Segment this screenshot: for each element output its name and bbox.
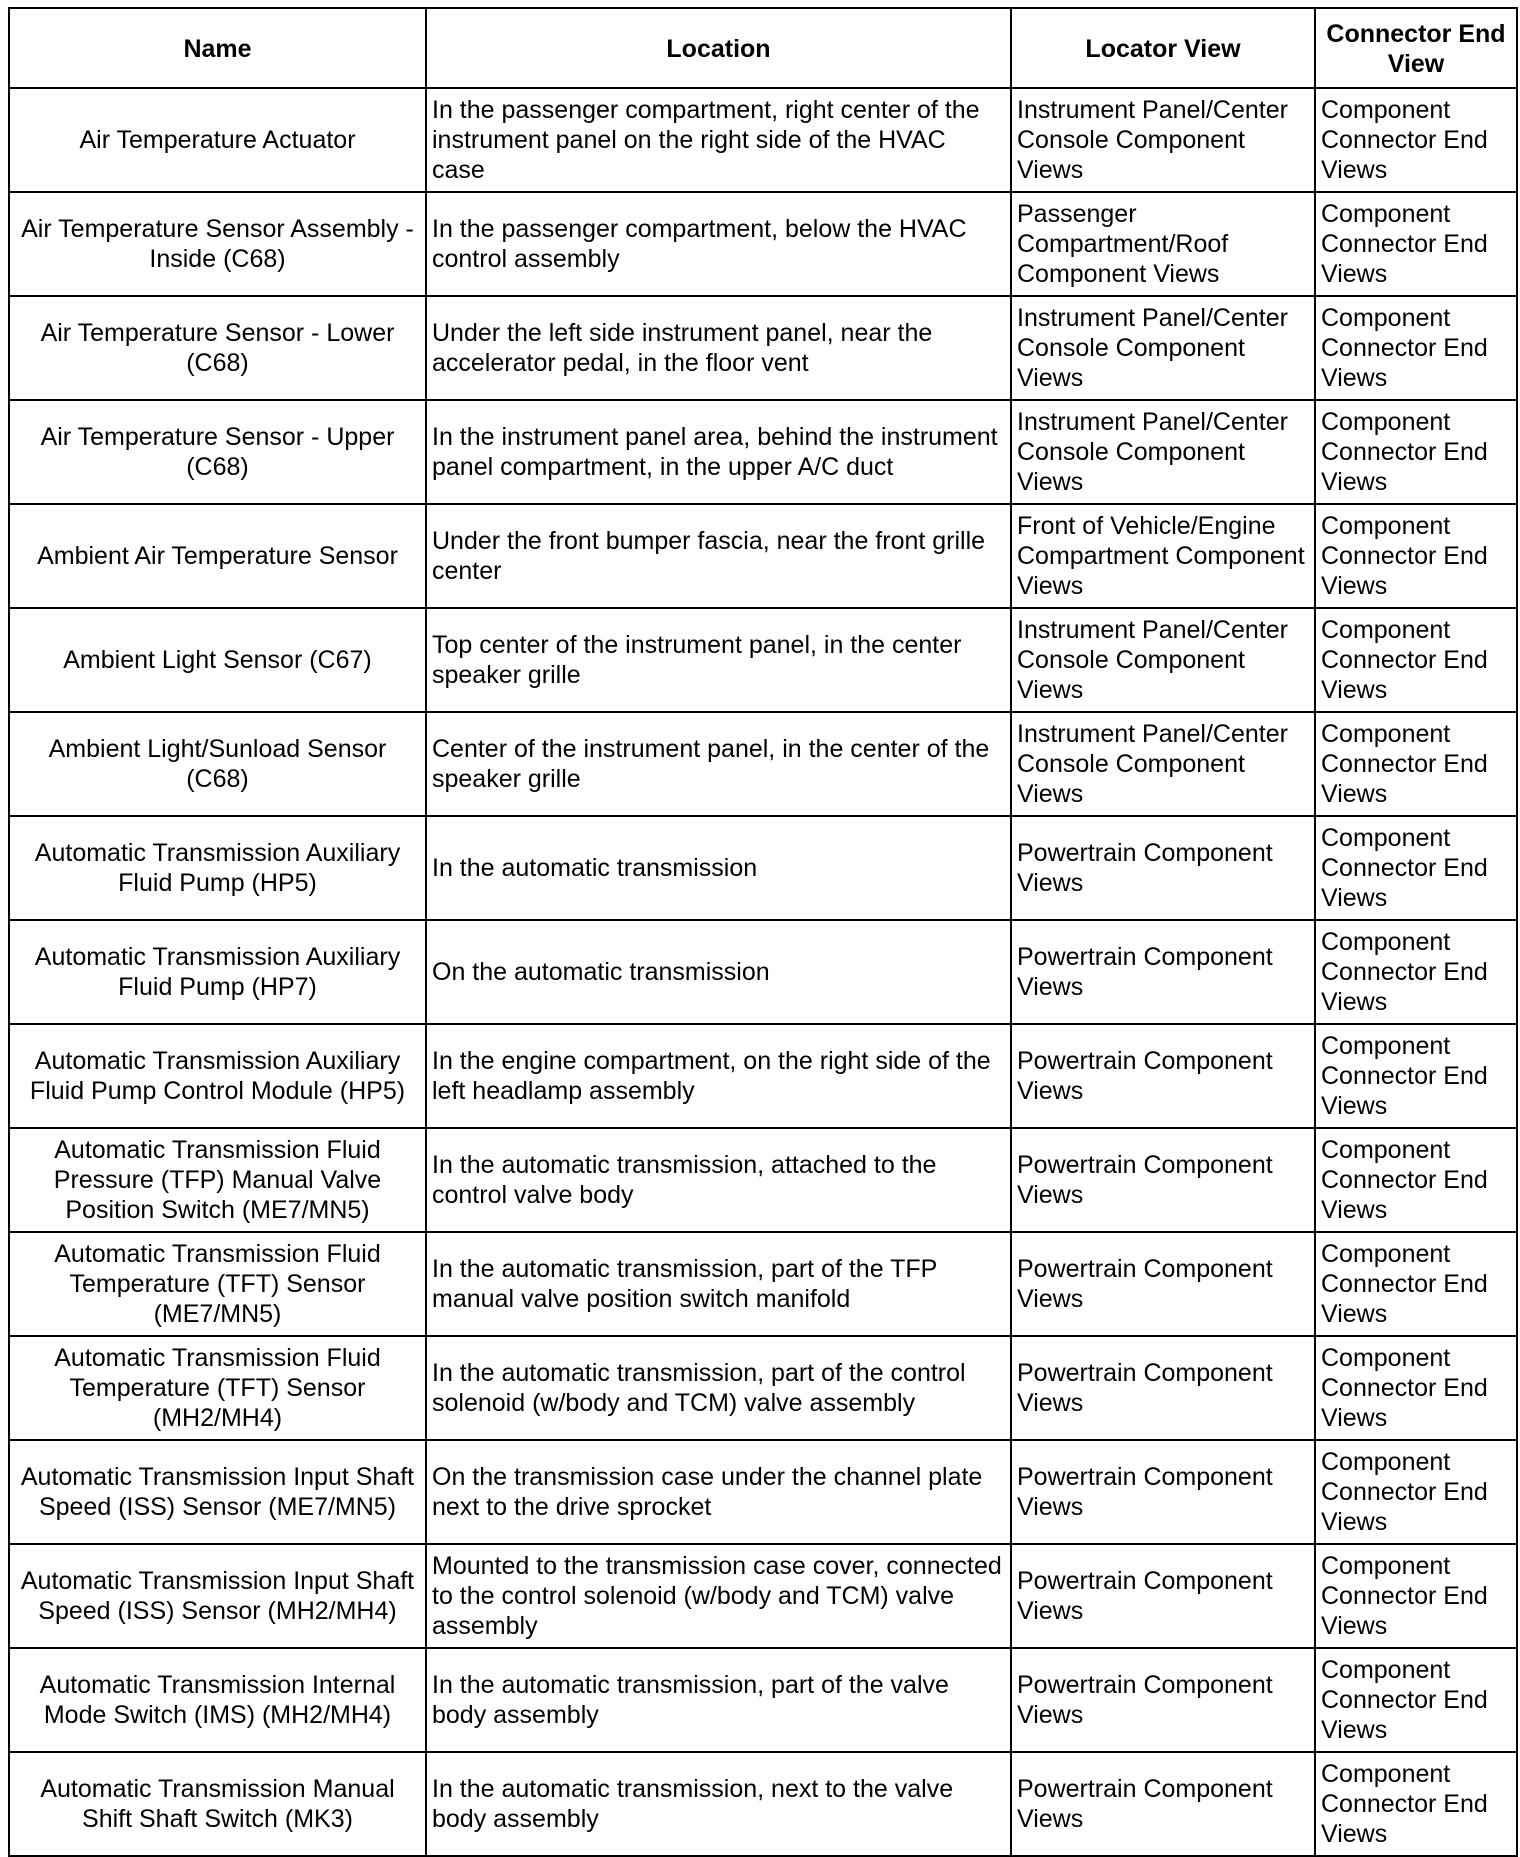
cell-locator-view: Powertrain Component Views [1011,1648,1315,1752]
cell-name: Air Temperature Sensor Assembly - Inside (C68) [9,192,426,296]
table-row [9,192,1517,296]
component-locator-table [8,7,1518,1857]
cell-location: Mounted to the transmission case cover, connected to the control solenoid (w/body and TCM) valve assembly [426,1544,1011,1648]
cell-name: Air Temperature Actuator [9,88,426,192]
cell-connector-end-view: Component Connector End Views [1315,88,1517,192]
cell-location: In the automatic transmission, attached to the control valve body [426,1128,1011,1232]
cell-name: Automatic Transmission Input Shaft Speed (ISS) Sensor (ME7/MN5) [9,1440,426,1544]
cell-location: In the automatic transmission, part of the control solenoid (w/body and TCM) valve assembly [426,1336,1011,1440]
table-row [9,608,1517,712]
cell-connector-end-view: Component Connector End Views [1315,504,1517,608]
cell-locator-view: Instrument Panel/Center Console Component Views [1011,712,1315,816]
table-header [9,8,1517,88]
cell-location: Top center of the instrument panel, in the center speaker grille [426,608,1011,712]
cell-locator-view: Powertrain Component Views [1011,1336,1315,1440]
cell-locator-view: Powertrain Component Views [1011,1544,1315,1648]
cell-locator-view: Powertrain Component Views [1011,1128,1315,1232]
cell-name: Automatic Transmission Manual Shift Shaft Switch (MK3) [9,1752,426,1856]
cell-name: Automatic Transmission Auxiliary Fluid Pump Control Module (HP5) [9,1024,426,1128]
cell-location: In the automatic transmission, part of the valve body assembly [426,1648,1011,1752]
table-row [9,1544,1517,1648]
cell-name: Automatic Transmission Fluid Temperature (TFT) Sensor (MH2/MH4) [9,1336,426,1440]
header-location: Location [426,8,1011,88]
cell-locator-view: Powertrain Component Views [1011,816,1315,920]
table-row [9,712,1517,816]
cell-location: Center of the instrument panel, in the center of the speaker grille [426,712,1011,816]
cell-name: Ambient Light/Sunload Sensor (C68) [9,712,426,816]
cell-name: Ambient Air Temperature Sensor [9,504,426,608]
cell-connector-end-view: Component Connector End Views [1315,608,1517,712]
cell-connector-end-view: Component Connector End Views [1315,1440,1517,1544]
cell-locator-view: Passenger Compartment/Roof Component Views [1011,192,1315,296]
table-row [9,504,1517,608]
cell-connector-end-view: Component Connector End Views [1315,1024,1517,1128]
cell-name: Automatic Transmission Fluid Pressure (TFP) Manual Valve Position Switch (ME7/MN5) [9,1128,426,1232]
table-row [9,816,1517,920]
cell-connector-end-view: Component Connector End Views [1315,920,1517,1024]
cell-connector-end-view: Component Connector End Views [1315,1232,1517,1336]
cell-name: Automatic Transmission Input Shaft Speed (ISS) Sensor (MH2/MH4) [9,1544,426,1648]
cell-locator-view: Front of Vehicle/Engine Compartment Component Views [1011,504,1315,608]
table-row [9,296,1517,400]
cell-connector-end-view: Component Connector End Views [1315,1544,1517,1648]
table-row [9,920,1517,1024]
cell-connector-end-view: Component Connector End Views [1315,192,1517,296]
cell-name: Automatic Transmission Internal Mode Switch (IMS) (MH2/MH4) [9,1648,426,1752]
header-row [9,8,1517,88]
table-row [9,400,1517,504]
cell-name: Automatic Transmission Auxiliary Fluid Pump (HP7) [9,920,426,1024]
cell-connector-end-view: Component Connector End Views [1315,400,1517,504]
cell-locator-view: Powertrain Component Views [1011,1440,1315,1544]
table-row [9,1752,1517,1856]
cell-locator-view: Powertrain Component Views [1011,920,1315,1024]
cell-location: In the passenger compartment, right center of the instrument panel on the right side of the HVAC case [426,88,1011,192]
cell-location: In the automatic transmission [426,816,1011,920]
cell-connector-end-view: Component Connector End Views [1315,816,1517,920]
cell-location: Under the left side instrument panel, near the accelerator pedal, in the floor vent [426,296,1011,400]
cell-location: On the transmission case under the channel plate next to the drive sprocket [426,1440,1011,1544]
table-row [9,1648,1517,1752]
cell-locator-view: Instrument Panel/Center Console Component Views [1011,88,1315,192]
cell-name: Air Temperature Sensor - Lower (C68) [9,296,426,400]
cell-connector-end-view: Component Connector End Views [1315,1648,1517,1752]
cell-locator-view: Powertrain Component Views [1011,1232,1315,1336]
table-row [9,1336,1517,1440]
cell-name: Automatic Transmission Fluid Temperature (TFT) Sensor (ME7/MN5) [9,1232,426,1336]
cell-location: In the automatic transmission, part of the TFP manual valve position switch manifold [426,1232,1011,1336]
cell-name: Air Temperature Sensor - Upper (C68) [9,400,426,504]
cell-connector-end-view: Component Connector End Views [1315,1752,1517,1856]
table-row [9,1232,1517,1336]
table-row [9,88,1517,192]
table-row [9,1440,1517,1544]
header-connector-end-view: Connector End View [1315,8,1517,88]
table-body [9,88,1517,1856]
cell-connector-end-view: Component Connector End Views [1315,1336,1517,1440]
cell-connector-end-view: Component Connector End Views [1315,1128,1517,1232]
header-locator-view: Locator View [1011,8,1315,88]
header-name: Name [9,8,426,88]
table-row [9,1024,1517,1128]
cell-location: Under the front bumper fascia, near the front grille center [426,504,1011,608]
cell-locator-view: Instrument Panel/Center Console Component Views [1011,296,1315,400]
cell-connector-end-view: Component Connector End Views [1315,712,1517,816]
cell-name: Automatic Transmission Auxiliary Fluid Pump (HP5) [9,816,426,920]
cell-locator-view: Powertrain Component Views [1011,1752,1315,1856]
cell-location: In the instrument panel area, behind the instrument panel compartment, in the upper A/C duct [426,400,1011,504]
table-row [9,1128,1517,1232]
cell-connector-end-view: Component Connector End Views [1315,296,1517,400]
cell-location: In the automatic transmission, next to the valve body assembly [426,1752,1011,1856]
cell-name: Ambient Light Sensor (C67) [9,608,426,712]
cell-location: In the engine compartment, on the right side of the left headlamp assembly [426,1024,1011,1128]
cell-location: On the automatic transmission [426,920,1011,1024]
cell-locator-view: Instrument Panel/Center Console Component Views [1011,608,1315,712]
cell-locator-view: Powertrain Component Views [1011,1024,1315,1128]
component-locator-table-container [8,7,1516,1857]
cell-locator-view: Instrument Panel/Center Console Component Views [1011,400,1315,504]
cell-location: In the passenger compartment, below the HVAC control assembly [426,192,1011,296]
